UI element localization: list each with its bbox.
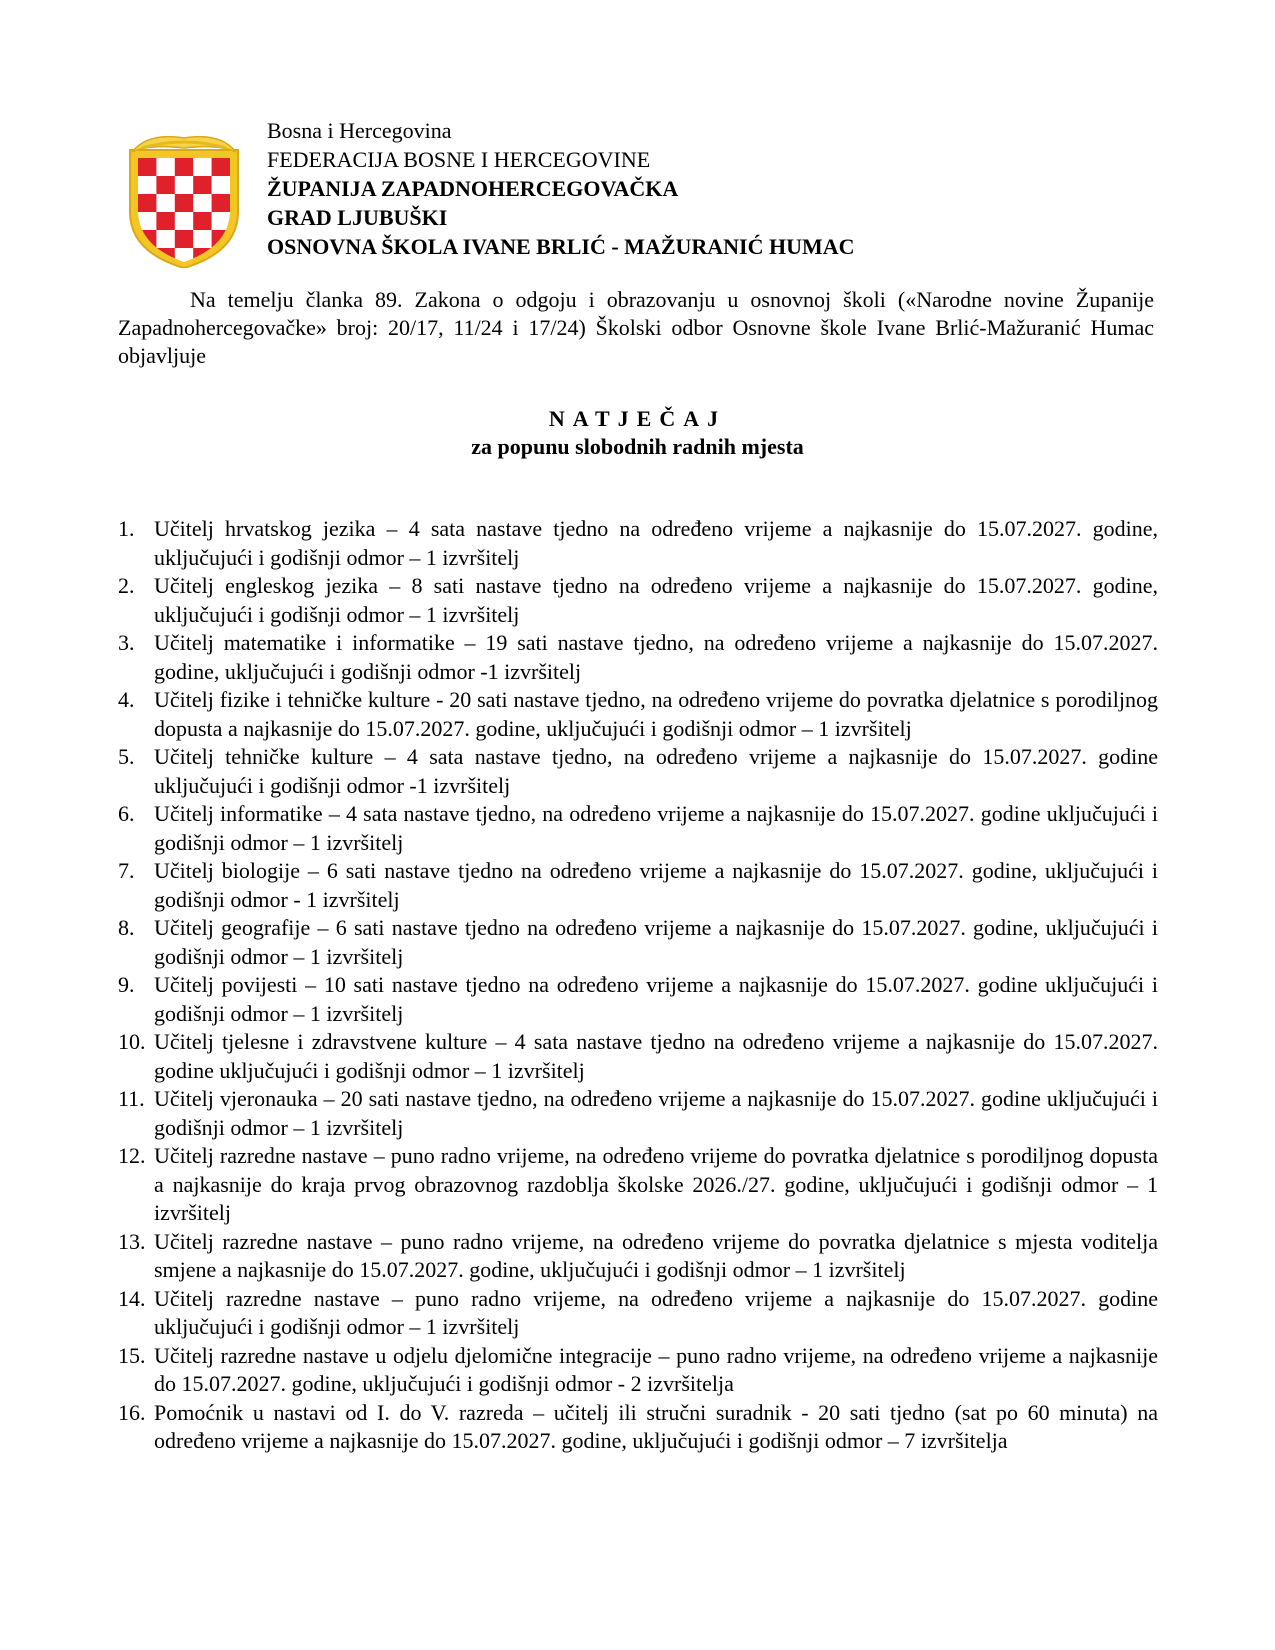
list-item [118,572,1158,629]
list-item-text: Učitelj razredne nastave u odjelu djelomične integracije – puno radno vrijeme, na određeno vrijeme a najkasnije do 15.07.2027. godine, uključujući i godišnji odmor - 2 izvršitelja [154,1342,1158,1396]
list-item [118,914,1158,971]
list-item [118,1342,1158,1399]
title-sub: za popunu slobodnih radnih mjesta [471,434,804,459]
list-item [118,1228,1158,1285]
list-item-number: 4. [118,687,135,712]
list-item-text: Učitelj fizike i tehničke kulture - 20 sati nastave tjedno, na određeno vrijeme do povratka djelatnice s porodiljnog dopusta a najkasnije do 15.07.2027. godine, uključujući i godišnji odmor – 1 izvršitelj [154,687,1158,741]
list-item-number: 8. [118,915,135,940]
intro-paragraph: Na temelju članka 89. Zakona o odgoju i obrazovanju u osnovnoj školi («Narodne novine Županije Zapadnohercegovačke» broj: 20/17, 11/24 i 17/24) Školski odbor Osnovne škole Ivane Brlić-Mažuranić Humac objavljuje [118,287,1154,368]
list-item-number: 16. [118,1399,146,1425]
list-item-text: Učitelj tjelesne i zdravstvene kulture – 4 sata nastave tjedno na određeno vrijeme a najkasnije do 15.07.2027. godine uključujući i godišnji odmor – 1 izvršitelj [154,1029,1158,1083]
list-item-number: 14. [118,1285,146,1311]
header-country: Bosna i Hercegovina [267,118,452,143]
list-item-text: Učitelj engleskog jezika – 8 sati nastave tjedno na određeno vrijeme a najkasnije do 15.07.2027. godine, uključujući i godišnji odmor – 1 izvršitelj [154,573,1158,627]
list-item-text: Učitelj razredne nastave – puno radno vrijeme, na određeno vrijeme a najkasnije do 15.07.2027. godine uključujući i godišnji odmor – 1 izvršitelj [154,1285,1158,1339]
list-item [118,1085,1158,1142]
list-item-text: Učitelj biologije – 6 sati nastave tjedno na određeno vrijeme a najkasnije do 15.07.2027. godine, uključujući i godišnji odmor - 1 izvršitelj [154,858,1158,912]
list-item-number: 3. [118,630,135,655]
header-county: ŽUPANIJA ZAPADNOHERCEGOVAČKA [267,176,679,201]
list-item-number: 12. [118,1143,146,1168]
list-item-text: Učitelj razredne nastave – puno radno vrijeme, na određeno vrijeme do povratka djelatnice s porodiljnog dopusta a najkasnije do kraja prvog obrazovnog razdoblja školske 2026./27. godine, uključujući i godišnji odmor – 1 izvršitelj [154,1143,1158,1225]
list-item-text: Učitelj matematike i informatike – 19 sati nastave tjedno, na određeno vrijeme a najkasnije do 15.07.2027. godine, uključujući i godišnji odmor -1 izvršitelj [154,630,1158,684]
list-item [118,686,1158,743]
positions-list [118,515,1158,1456]
list-item-text: Učitelj tehničke kulture – 4 sata nastave tjedno, na određeno vrijeme a najkasnije do 15.07.2027. godine uključujući i godišnji odmor -1 izvršitelj [154,744,1158,798]
list-item-number: 7. [118,858,135,883]
header-federation: FEDERACIJA BOSNE I HERCEGOVINE [267,147,651,172]
letterhead [267,116,855,261]
list-item-number: 9. [118,972,135,997]
list-item-text: Učitelj geografije – 6 sati nastave tjedno na određeno vrijeme a najkasnije do 15.07.2027. godine, uključujući i godišnji odmor – 1 izvršitelj [154,915,1158,969]
list-item-number: 2. [118,573,135,598]
header-city: GRAD LJUBUŠKI [267,205,448,230]
list-item-number: 11. [118,1086,145,1111]
list-item-text: Učitelj razredne nastave – puno radno vrijeme, na određeno vrijeme do povratka djelatnice s mjesta voditelja smjene a najkasnije do 15.07.2027. godine, uključujući i godišnji odmor – 1 izvršitelj [154,1228,1158,1282]
list-item [118,1028,1158,1085]
list-item-number: 6. [118,801,135,826]
list-item-number: 5. [118,744,135,769]
list-item [118,515,1158,572]
list-item [118,1399,1158,1456]
coat-of-arms-icon [118,128,250,268]
list-item-number: 1. [118,516,135,541]
list-item [118,743,1158,800]
list-item-number: 15. [118,1342,146,1368]
list-item-text: Učitelj hrvatskog jezika – 4 sata nastave tjedno na određeno vrijeme a najkasnije do 15.07.2027. godine, uključujući i godišnji odmor – 1 izvršitelj [154,516,1158,570]
list-item-number: 10. [118,1029,146,1054]
list-item [118,1142,1158,1228]
list-item [118,971,1158,1028]
list-item [118,629,1158,686]
list-item-text: Učitelj vjeronauka – 20 sati nastave tjedno, na određeno vrijeme a najkasnije do 15.07.2027. godine uključujući i godišnji odmor – 1 izvršitelj [154,1086,1158,1140]
announcement-title [0,405,1275,461]
list-item [118,800,1158,857]
list-item-text: Učitelj informatike – 4 sata nastave tjedno, na određeno vrijeme a najkasnije do 15.07.2027. godine uključujući i godišnji odmor – 1 izvršitelj [154,801,1158,855]
list-item [118,1285,1158,1342]
list-item-text: Pomoćnik u nastavi od I. do V. razreda – učitelj ili stručni suradnik - 20 sati tjedno (sat po 60 minuta) na određeno vrijeme a najkasnije do 15.07.2027. godine, uključujući i godišnji odmor – 7 izvršitelja [154,1399,1158,1453]
title-main: NATJEČAJ [548,406,727,431]
list-item-number: 13. [118,1228,146,1254]
list-item-text: Učitelj povijesti – 10 sati nastave tjedno na određeno vrijeme a najkasnije do 15.07.2027. godine uključujući i godišnji odmor – 1 izvršitelj [154,972,1158,1026]
list-item [118,857,1158,914]
header-school: OSNOVNA ŠKOLA IVANE BRLIĆ - MAŽURANIĆ HUMAC [267,234,855,259]
